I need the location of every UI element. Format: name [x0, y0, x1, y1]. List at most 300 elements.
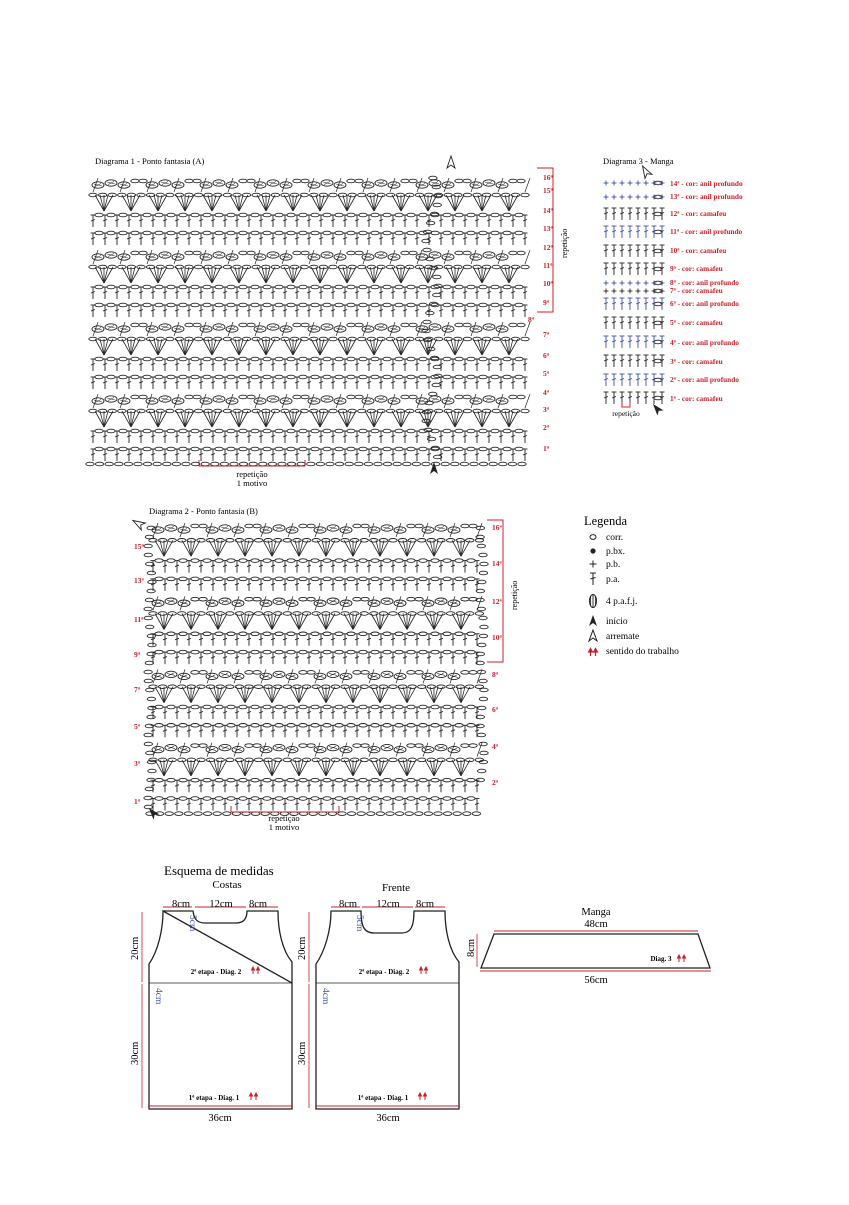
treble-stitch: [343, 579, 348, 591]
treble-fan: [263, 760, 281, 776]
treble-stitch: [247, 449, 252, 461]
treble-stitch: [271, 652, 276, 664]
treble-stitch: [187, 780, 192, 792]
treble-stitch: [439, 725, 444, 737]
treble-stitch: [475, 287, 480, 299]
chain-stitch: [361, 744, 369, 748]
treble-fan: [122, 339, 140, 355]
treble-stitch: [523, 287, 528, 299]
treble-stitch: [175, 799, 180, 811]
treble-stitch: [628, 263, 633, 275]
puff-cluster: [165, 671, 177, 677]
chain-stitch: [311, 429, 319, 433]
chain-stitch: [235, 612, 243, 616]
row-label: 11ª: [134, 615, 144, 624]
turning-chain: [423, 248, 431, 252]
chain-stitch: [383, 650, 391, 654]
legend-item-label: início: [606, 617, 628, 627]
treble-stitch: [463, 305, 468, 317]
chain-stitch: [479, 231, 487, 235]
single-crochet-stitch: [644, 281, 649, 286]
treble-stitch: [343, 287, 348, 299]
chain-stitch: [299, 375, 307, 379]
treble-stitch: [391, 579, 396, 591]
treble-stitch: [295, 377, 300, 389]
diagram-3-title: Diagrama 3 - Manga: [603, 156, 674, 166]
chain-stitch: [179, 797, 187, 801]
chain-stitch: [143, 375, 151, 379]
chain-stitch: [299, 213, 307, 217]
treble-stitch: [187, 725, 192, 737]
treble-stitch: [211, 579, 216, 591]
chain-stitch: [398, 539, 406, 543]
chain-stitch: [401, 323, 409, 327]
puff-cluster: [435, 671, 447, 677]
treble-stitch: [604, 317, 609, 329]
costas-label: Costas: [212, 879, 242, 891]
row-label: 12ª: [492, 597, 502, 606]
treble-stitch: [235, 579, 240, 591]
chain-stitch: [156, 193, 164, 197]
turning-chain: [147, 697, 155, 701]
chain-stitch: [407, 559, 415, 563]
treble-stitch: [620, 317, 625, 329]
chain-stitch: [242, 409, 250, 413]
chain-stitch: [434, 265, 442, 269]
treble-fan: [263, 687, 281, 703]
treble-stitch: [487, 377, 492, 389]
chain-stitch: [359, 705, 367, 709]
treble-stitch: [415, 287, 420, 299]
chain-stitch: [460, 462, 468, 466]
treble-stitch: [391, 305, 396, 317]
chain-stitch: [407, 285, 415, 289]
treble-stitch: [283, 561, 288, 573]
chain-stitch: [287, 632, 295, 636]
puff-cluster: [200, 182, 212, 188]
treble-stitch: [403, 652, 408, 664]
chain-stitch: [515, 429, 523, 433]
row-label: 16ª: [543, 173, 553, 182]
treble-stitch: [475, 652, 480, 664]
chain-stitch: [239, 632, 247, 636]
chain-stitch: [251, 650, 259, 654]
puff-cluster: [381, 671, 393, 677]
manga-stage: Diag. 3: [650, 955, 672, 963]
treble-fan: [182, 760, 200, 776]
legend-item-label: corr.: [606, 533, 624, 543]
chain-stitch: [239, 213, 247, 217]
chain-stitch: [131, 179, 139, 183]
chain-stitch: [227, 231, 235, 235]
chain-stitch: [287, 303, 295, 307]
treble-stitch: [415, 634, 420, 646]
treble-stitch: [391, 652, 396, 664]
chain-stitch: [191, 231, 199, 235]
treble-fan: [284, 339, 302, 355]
chain-stitch: [199, 524, 207, 528]
chain-stitch: [155, 650, 163, 654]
chain-stitch: [311, 724, 319, 728]
chain-stitch: [293, 251, 301, 255]
chain-stitch: [302, 612, 310, 616]
treble-stitch: [415, 707, 420, 719]
chain-stitch: [275, 429, 283, 433]
treble-stitch: [620, 226, 625, 238]
treble-stitch: [223, 215, 228, 227]
treble-fan: [338, 267, 356, 283]
puff-cluster: [394, 600, 406, 606]
treble-stitch: [523, 215, 528, 227]
chain-stitch: [271, 409, 279, 413]
chain-stitch: [347, 812, 355, 816]
diagram-1-end-arrow: [447, 156, 455, 168]
chain-stitch: [307, 671, 315, 675]
treble-stitch: [367, 707, 372, 719]
treble-stitch: [187, 431, 192, 443]
treble-stitch: [283, 652, 288, 664]
treble-stitch: [283, 780, 288, 792]
treble-fan: [344, 614, 362, 630]
chain-stitch: [437, 758, 445, 762]
chain-stitch: [167, 797, 175, 801]
chain-stitch: [307, 524, 315, 528]
treble-stitch: [628, 355, 633, 367]
chain-stitch: [251, 429, 259, 433]
puff-cluster: [118, 182, 130, 188]
treble-stitch: [523, 377, 528, 389]
chain-stitch: [347, 375, 355, 379]
treble-stitch: [463, 431, 468, 443]
treble-stitch: [367, 287, 372, 299]
legend-title: Legenda: [584, 514, 628, 528]
treble-stitch: [620, 245, 625, 257]
chain-stitch: [335, 650, 343, 654]
chain-stitch: [503, 213, 511, 217]
chain-stitch: [263, 375, 271, 379]
chain-stitch: [407, 671, 415, 675]
chain-stitch: [371, 650, 379, 654]
treble-stitch: [319, 579, 324, 591]
chain-stitch: [371, 632, 379, 636]
chain-stitch: [118, 265, 126, 269]
chain-stitch: [235, 758, 243, 762]
chain-stitch: [359, 231, 367, 235]
chain-stitch: [191, 375, 199, 379]
treble-stitch: [211, 449, 216, 461]
treble-stitch: [415, 799, 420, 811]
treble-stitch: [415, 377, 420, 389]
treble-fan: [182, 614, 200, 630]
chain-stitch: [312, 612, 320, 616]
chain-stitch: [245, 744, 253, 748]
diagram-1-title: Diagrama 1 - Ponto fantasia (A): [95, 156, 205, 166]
treble-fan: [317, 760, 335, 776]
treble-stitch: [91, 431, 96, 443]
chain-stitch: [443, 285, 451, 289]
chain-stitch: [197, 758, 205, 762]
chain-stitch: [503, 285, 511, 289]
treble-stitch: [523, 449, 528, 461]
treble-stitch: [391, 431, 396, 443]
chain-stitch: [239, 303, 247, 307]
chain-stitch: [446, 758, 454, 762]
chain-stitch: [395, 447, 403, 451]
chain-stitch: [155, 213, 163, 217]
chain-stitch: [467, 213, 475, 217]
treble-stitch: [511, 233, 516, 245]
treble-stitch: [259, 780, 264, 792]
row-label: 1ª: [543, 444, 549, 453]
puff-cluster: [483, 396, 495, 402]
chain-stitch: [335, 778, 343, 782]
treble-stitch: [511, 287, 516, 299]
chain-stitch: [251, 705, 259, 709]
treble-fan: [365, 411, 383, 427]
chain-stitch: [419, 724, 427, 728]
chain-stitch: [299, 705, 307, 709]
treble-stitch: [499, 305, 504, 317]
treble-fan: [257, 195, 275, 211]
treble-stitch: [451, 634, 456, 646]
chain-stitch: [479, 462, 487, 466]
treble-stitch: [115, 449, 120, 461]
treble-stitch: [223, 431, 228, 443]
chain-stitch: [355, 462, 363, 466]
chain-stitch: [461, 744, 469, 748]
treble-stitch: [451, 287, 456, 299]
treble-stitch: [187, 215, 192, 227]
chain-stitch: [98, 193, 106, 197]
treble-fan: [311, 195, 329, 211]
treble-stitch: [604, 392, 609, 404]
treble-fan: [290, 687, 308, 703]
treble-stitch: [235, 449, 240, 461]
puff-cluster: [422, 600, 434, 606]
chain-stitch: [253, 524, 261, 528]
chain-stitch: [178, 758, 186, 762]
turning-chain: [432, 383, 440, 387]
puff-cluster: [219, 525, 231, 531]
treble-fan: [446, 267, 464, 283]
chain-stitch: [194, 812, 202, 816]
turning-chain: [147, 526, 155, 530]
chain-stitch: [353, 524, 361, 528]
treble-stitch: [343, 634, 348, 646]
treble-stitch: [163, 634, 168, 646]
treble-stitch: [343, 377, 348, 389]
treble-stitch: [463, 652, 468, 664]
diagram-3-end-arrow: [639, 164, 652, 178]
treble-fan: [203, 267, 221, 283]
frente-neck-depth: 5cm: [354, 915, 364, 932]
finish-arrow-icon: [589, 630, 597, 641]
treble-stitch: [367, 579, 372, 591]
treble-stitch: [223, 287, 228, 299]
turning-chain: [433, 275, 441, 279]
treble-stitch: [235, 431, 240, 443]
single-crochet-stitch: [620, 289, 625, 294]
chain-stitch: [395, 797, 403, 801]
treble-stitch: [628, 245, 633, 257]
treble-stitch: [247, 799, 252, 811]
treble-stitch: [451, 799, 456, 811]
puff-cluster: [422, 746, 434, 752]
chain-stitch: [199, 744, 207, 748]
treble-stitch: [115, 215, 120, 227]
chain-stitch: [301, 179, 309, 183]
treble-stitch: [295, 707, 300, 719]
puff-cluster: [178, 673, 190, 679]
chain-stitch: [254, 612, 262, 616]
chain-stitch: [203, 231, 211, 235]
manga-height: 8cm: [466, 938, 477, 957]
chain-stitch: [287, 778, 295, 782]
chain-stitch: [395, 812, 403, 816]
puff-cluster: [178, 527, 190, 533]
chain-stitch: [263, 303, 271, 307]
treble-stitch: [628, 226, 633, 238]
chain-stitch: [299, 577, 307, 581]
chain-stitch: [370, 539, 378, 543]
treble-stitch: [103, 287, 108, 299]
chain-stitch: [107, 375, 115, 379]
chain-stitch: [191, 597, 199, 601]
row-label: 10ª: [492, 633, 502, 642]
chain-stitch: [139, 179, 147, 183]
chain-stitch: [131, 447, 139, 451]
chain-stitch: [167, 357, 175, 361]
diagram-3: [603, 156, 743, 418]
single-crochet-stitch: [636, 289, 641, 294]
chain-stitch: [242, 337, 250, 341]
chain-stitch: [251, 231, 259, 235]
chain-stitch: [105, 462, 113, 466]
turning-chain: [429, 176, 437, 180]
treble-stitch: [511, 215, 516, 227]
chain-stitch: [297, 462, 305, 466]
treble-fan: [284, 411, 302, 427]
treble-stitch: [175, 561, 180, 573]
chain-stitch: [119, 213, 127, 217]
puff-cluster: [280, 398, 292, 404]
treble-stitch: [127, 431, 132, 443]
chain-stitch: [323, 559, 331, 563]
chain-stitch: [203, 812, 211, 816]
chain-stitch: [472, 812, 480, 816]
treble-stitch: [451, 561, 456, 573]
chain-stitch: [155, 231, 163, 235]
costas-top-mid: 12cm: [209, 899, 233, 910]
turning-chain: [144, 616, 152, 620]
chain-stitch: [419, 797, 427, 801]
treble-fan: [452, 760, 470, 776]
chain-stitch: [275, 632, 283, 636]
chain-stitch: [179, 357, 187, 361]
treble-stitch: [379, 780, 384, 792]
chain-stitch: [431, 797, 439, 801]
treble-fan: [500, 411, 518, 427]
chain-stitch: [191, 671, 199, 675]
chain-stitch: [275, 357, 283, 361]
turning-chain: [144, 553, 152, 557]
treble-stitch: [175, 652, 180, 664]
single-crochet-icon: [590, 561, 597, 568]
treble-stitch: [307, 634, 312, 646]
chain-stitch: [335, 632, 343, 636]
treble-stitch: [163, 377, 168, 389]
treble-stitch: [604, 226, 609, 238]
treble-stitch: [247, 707, 252, 719]
chain-stitch: [455, 395, 463, 399]
treble-stitch: [199, 377, 204, 389]
treble-stitch: [271, 579, 276, 591]
puff-cluster: [422, 673, 434, 679]
work-direction-icon: [589, 649, 598, 657]
costas-armhole: 4cm: [153, 988, 163, 1005]
treble-stitch: [235, 725, 240, 737]
chain-stitch: [311, 213, 319, 217]
diagram-2: [131, 506, 519, 832]
chain-stitch: [253, 671, 261, 675]
treble-stitch: [391, 233, 396, 245]
treble-stitch: [187, 799, 192, 811]
treble-stitch: [427, 287, 432, 299]
puff-cluster: [146, 254, 158, 260]
chain-stitch: [299, 778, 307, 782]
turning-chain: [478, 706, 486, 710]
chain-stitch: [364, 462, 372, 466]
treble-stitch: [403, 799, 408, 811]
puff-cluster: [327, 671, 339, 677]
treble-stitch: [295, 233, 300, 245]
chain-stitch: [455, 375, 463, 379]
puff-cluster: [334, 182, 346, 188]
chain-stitch: [455, 778, 463, 782]
chain-stitch: [191, 577, 199, 581]
treble-stitch: [487, 233, 492, 245]
chain-stitch: [215, 778, 223, 782]
treble-stitch: [451, 377, 456, 389]
treble-stitch: [367, 780, 372, 792]
puff-cluster: [321, 180, 333, 186]
treble-fan: [317, 540, 335, 556]
treble-stitch: [487, 359, 492, 371]
puff-cluster: [496, 182, 508, 188]
treble-stitch: [403, 215, 408, 227]
treble-stitch: [463, 449, 468, 461]
treble-stitch: [379, 579, 384, 591]
treble-stitch: [628, 208, 633, 220]
chain-stitch: [347, 650, 355, 654]
chain-stitch: [407, 375, 415, 379]
treble-stitch: [271, 215, 276, 227]
chain-stitch: [419, 559, 427, 563]
turning-chain: [144, 733, 152, 737]
chain-stitch: [158, 539, 166, 543]
puff-cluster: [159, 180, 171, 186]
chain-stitch: [167, 213, 175, 217]
chain-stitch: [358, 337, 366, 341]
puff-cluster: [172, 398, 184, 404]
chain-stitch: [389, 612, 397, 616]
chain-stitch: [275, 797, 283, 801]
chain-stitch: [389, 685, 397, 689]
chain-stitch: [491, 303, 499, 307]
treble-stitch: [103, 359, 108, 371]
chain-stitch: [515, 213, 523, 217]
chain-stitch: [239, 357, 247, 361]
